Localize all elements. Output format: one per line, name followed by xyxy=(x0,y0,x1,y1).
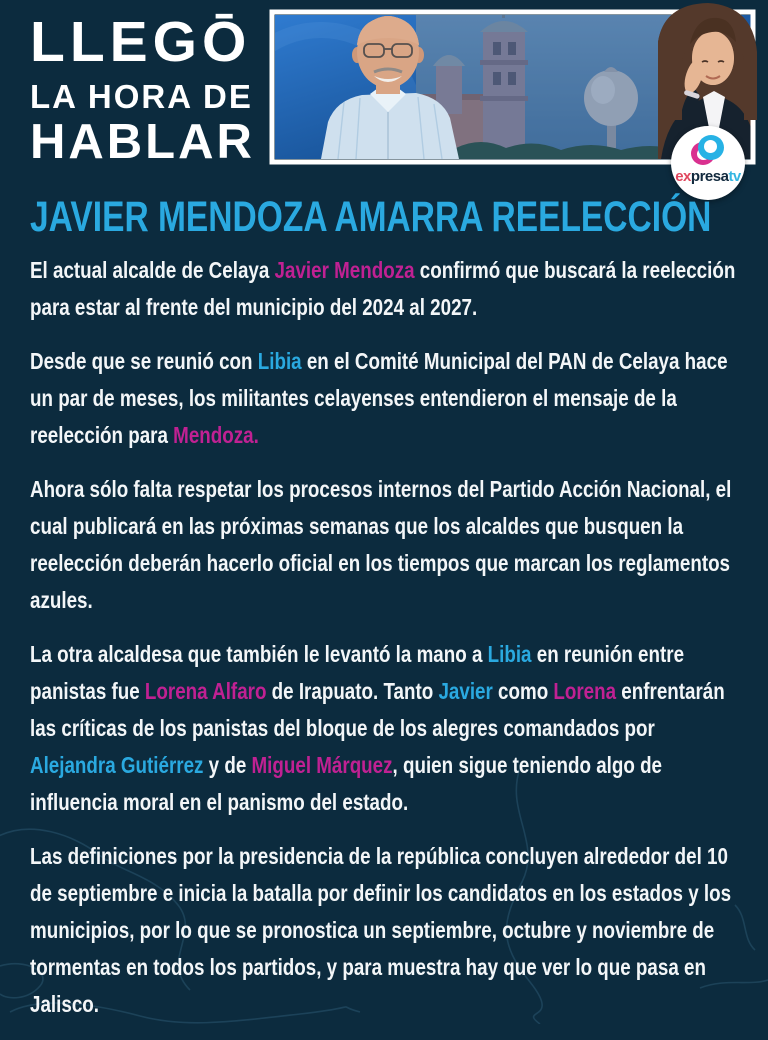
article-paragraph xyxy=(30,471,738,619)
text-segment: Lorena xyxy=(553,678,617,704)
article-paragraph xyxy=(30,252,738,326)
expresa-logo-text xyxy=(675,168,741,185)
brand-line-2: LA HORA DE xyxy=(30,78,253,115)
article-paragraph xyxy=(30,343,738,454)
text-segment: Lorena Alfaro xyxy=(144,678,267,704)
expresa-swirl-icon xyxy=(691,135,725,165)
text-segment: en reunión entre panistas fue xyxy=(30,641,685,704)
brand-line-3: HABLAR xyxy=(30,115,255,169)
expresa-text-presa: presa xyxy=(690,168,729,185)
expresa-badge xyxy=(671,126,745,200)
text-segment: como xyxy=(492,678,554,704)
expresa-text-ex: ex xyxy=(675,168,691,185)
text-segment: Javier xyxy=(438,678,493,704)
text-segment: y de xyxy=(203,752,252,778)
text-segment: Mendoza. xyxy=(173,422,259,448)
text-segment: Alejandra Gutiérrez xyxy=(30,752,204,778)
page-header xyxy=(0,0,768,210)
text-segment: en el Comité Municipal del PAN de Celaya hace un par de meses, los militantes celayenses entendieron el mensaje de la reelección para xyxy=(30,348,728,448)
cathedral-illustration xyxy=(416,6,676,159)
article-headline: JAVIER MENDOZA AMARRA REELECCIÓN xyxy=(30,193,712,241)
text-segment: El actual alcalde de Celaya xyxy=(30,257,275,283)
brand-line-1: LLEGŌ xyxy=(30,10,252,74)
brand-logo xyxy=(30,10,265,169)
text-segment: La otra alcaldesa que también le levantó la mano a xyxy=(30,641,488,667)
text-segment: Libia xyxy=(487,641,532,667)
text-segment: Libia xyxy=(257,348,302,374)
text-segment: confirmó que buscará la reelección para estar al frente del municipio del 2024 al 2027. xyxy=(30,257,736,320)
text-segment: Desde que se reunió con xyxy=(30,348,258,374)
text-segment: Miguel Márquez xyxy=(251,752,393,778)
man-head-overlap xyxy=(357,16,419,88)
article-paragraph xyxy=(30,838,738,1023)
article xyxy=(30,192,738,1040)
text-segment: Ahora sólo falta respetar los procesos internos del Partido Acción Nacional, el cual publicará en las próximas semanas que los alcaldes que busquen la reelección deberán hacerlo oficial en los tiempos que marcan los reglamentos azules. xyxy=(30,476,732,613)
text-segment: , quien sigue teniendo algo de influencia moral en el panismo del estado. xyxy=(30,752,663,815)
text-segment: Javier Mendoza xyxy=(274,257,415,283)
expresa-text-tv: tv xyxy=(728,168,741,185)
text-segment: de Irapuato. Tanto xyxy=(266,678,439,704)
text-segment: Las definiciones por la presidencia de la república concluyen alrededor del 10 de septiembre e inicia la batalla por definir los candidatos en los estados y los municipios, por lo que se pronostica un septiembre, octubre y noviembre de tormentas en todos los partidos, y para muestra hay que ver lo que pasa en Jalisco. xyxy=(30,843,732,1017)
article-body xyxy=(30,252,738,1023)
text-segment: enfrentarán las críticas de los panistas del bloque de los alegres comandados por xyxy=(30,678,725,741)
article-paragraph xyxy=(30,636,738,821)
